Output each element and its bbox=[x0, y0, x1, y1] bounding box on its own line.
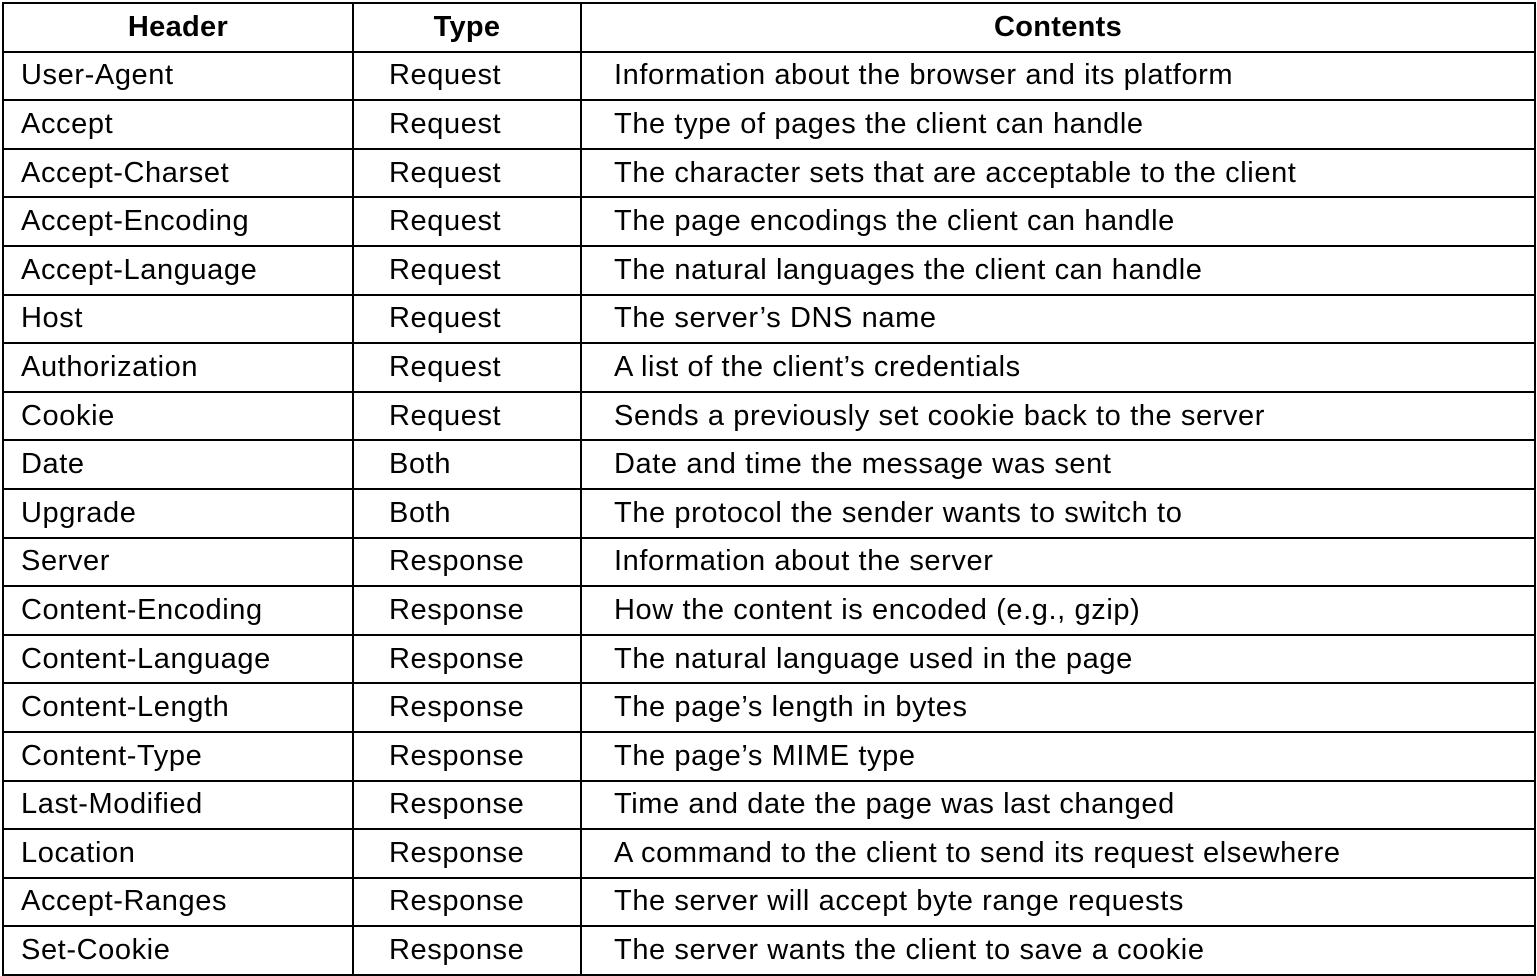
table-row bbox=[3, 586, 1535, 635]
cell-header-name: Last-Modified bbox=[3, 781, 353, 830]
cell-type: Response bbox=[353, 878, 581, 927]
table-row bbox=[3, 392, 1535, 441]
cell-contents: The server’s DNS name bbox=[581, 295, 1535, 344]
table-header-row bbox=[3, 3, 1535, 52]
cell-contents: Information about the server bbox=[581, 538, 1535, 587]
table-row bbox=[3, 149, 1535, 198]
cell-type: Response bbox=[353, 635, 581, 684]
table-row bbox=[3, 781, 1535, 830]
cell-type: Request bbox=[353, 149, 581, 198]
table-row bbox=[3, 52, 1535, 101]
table-row bbox=[3, 440, 1535, 489]
cell-header-name: Accept-Charset bbox=[3, 149, 353, 198]
cell-header-name: Location bbox=[3, 829, 353, 878]
cell-type: Request bbox=[353, 295, 581, 344]
cell-type: Response bbox=[353, 926, 581, 975]
table-row bbox=[3, 489, 1535, 538]
cell-contents: The natural languages the client can handle bbox=[581, 246, 1535, 295]
table-row bbox=[3, 197, 1535, 246]
table-row bbox=[3, 829, 1535, 878]
cell-contents: A list of the client’s credentials bbox=[581, 343, 1535, 392]
column-header-contents: Contents bbox=[581, 3, 1535, 52]
cell-header-name: Content-Type bbox=[3, 732, 353, 781]
column-header-header: Header bbox=[3, 3, 353, 52]
cell-header-name: Set-Cookie bbox=[3, 926, 353, 975]
cell-contents: The server will accept byte range requests bbox=[581, 878, 1535, 927]
cell-header-name: Upgrade bbox=[3, 489, 353, 538]
cell-type: Request bbox=[353, 246, 581, 295]
cell-contents: The natural language used in the page bbox=[581, 635, 1535, 684]
cell-type: Response bbox=[353, 781, 581, 830]
cell-header-name: Content-Length bbox=[3, 683, 353, 732]
cell-header-name: Accept-Encoding bbox=[3, 197, 353, 246]
cell-type: Both bbox=[353, 489, 581, 538]
cell-header-name: Accept-Language bbox=[3, 246, 353, 295]
table-head bbox=[3, 3, 1535, 52]
cell-type: Response bbox=[353, 683, 581, 732]
cell-type: Response bbox=[353, 829, 581, 878]
cell-type: Request bbox=[353, 197, 581, 246]
table-row bbox=[3, 246, 1535, 295]
table-row bbox=[3, 100, 1535, 149]
table-row bbox=[3, 926, 1535, 975]
cell-contents: A command to the client to send its request elsewhere bbox=[581, 829, 1535, 878]
cell-contents: Information about the browser and its platform bbox=[581, 52, 1535, 101]
cell-type: Response bbox=[353, 732, 581, 781]
http-headers-table bbox=[2, 2, 1536, 976]
cell-header-name: Accept-Ranges bbox=[3, 878, 353, 927]
cell-header-name: Authorization bbox=[3, 343, 353, 392]
table-row bbox=[3, 343, 1535, 392]
cell-type: Request bbox=[353, 343, 581, 392]
cell-type: Request bbox=[353, 52, 581, 101]
cell-contents: The page’s length in bytes bbox=[581, 683, 1535, 732]
cell-contents: The page encodings the client can handle bbox=[581, 197, 1535, 246]
cell-header-name: Content-Language bbox=[3, 635, 353, 684]
cell-type: Request bbox=[353, 100, 581, 149]
cell-header-name: Accept bbox=[3, 100, 353, 149]
cell-type: Response bbox=[353, 586, 581, 635]
cell-header-name: Cookie bbox=[3, 392, 353, 441]
cell-header-name: Host bbox=[3, 295, 353, 344]
table-row bbox=[3, 878, 1535, 927]
cell-contents: Sends a previously set cookie back to the server bbox=[581, 392, 1535, 441]
cell-header-name: Server bbox=[3, 538, 353, 587]
table-row bbox=[3, 635, 1535, 684]
cell-type: Both bbox=[353, 440, 581, 489]
cell-contents: Time and date the page was last changed bbox=[581, 781, 1535, 830]
cell-type: Request bbox=[353, 392, 581, 441]
cell-header-name: User-Agent bbox=[3, 52, 353, 101]
cell-header-name: Date bbox=[3, 440, 353, 489]
cell-contents: Date and time the message was sent bbox=[581, 440, 1535, 489]
table-body bbox=[3, 52, 1535, 975]
table-row bbox=[3, 732, 1535, 781]
column-header-type: Type bbox=[353, 3, 581, 52]
table-row bbox=[3, 538, 1535, 587]
cell-contents: The character sets that are acceptable to the client bbox=[581, 149, 1535, 198]
cell-contents: How the content is encoded (e.g., gzip) bbox=[581, 586, 1535, 635]
cell-contents: The page’s MIME type bbox=[581, 732, 1535, 781]
cell-header-name: Content-Encoding bbox=[3, 586, 353, 635]
cell-contents: The server wants the client to save a cookie bbox=[581, 926, 1535, 975]
table-row bbox=[3, 683, 1535, 732]
cell-type: Response bbox=[353, 538, 581, 587]
table-row bbox=[3, 295, 1535, 344]
cell-contents: The protocol the sender wants to switch to bbox=[581, 489, 1535, 538]
cell-contents: The type of pages the client can handle bbox=[581, 100, 1535, 149]
